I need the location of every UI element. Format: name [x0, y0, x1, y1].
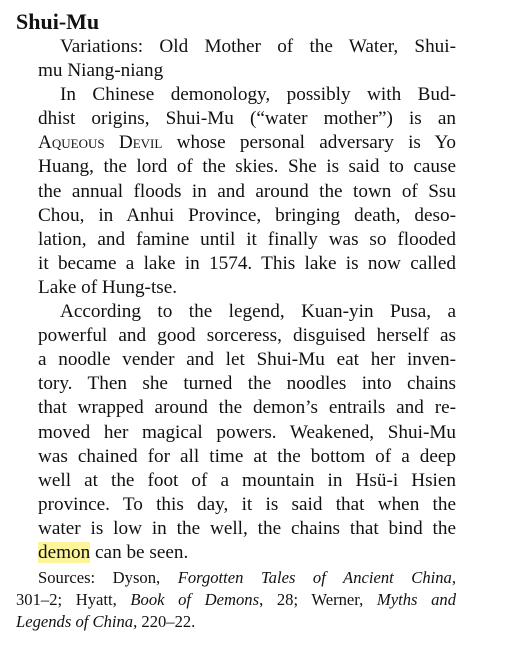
text-line: Chou, in Anhui Province, bringing death, deso- [38, 204, 456, 226]
text-line: well at the foot of a mountain in Hsü-i Hsien [38, 469, 456, 491]
text-line: In Chinese demonology, possibly with Bud- [60, 84, 456, 106]
text-fragment: , 28; Werner, [259, 590, 377, 610]
text-fragment: can be seen. [90, 541, 189, 563]
variations-line: mu Niang-niang [38, 60, 164, 82]
variations-line: Variations: Old Mother of the Water, Shui- [60, 36, 456, 57]
highlighted-word[interactable]: demon [38, 541, 91, 563]
body-paragraph-1 [16, 83, 456, 300]
text-line: the annual floods in and around the town of Ssu [38, 180, 456, 202]
text-line [16, 541, 456, 565]
sources-line [16, 567, 456, 589]
variations-paragraph [16, 35, 456, 83]
text-line: Huang, the lord of the skies. She is said to cause [38, 156, 456, 178]
text-line: water is low in the well, the chains that bind the [38, 517, 456, 539]
cross-reference-aqueous-devil: Aqueous Devil [38, 132, 163, 154]
source-title: Legends of China [16, 612, 134, 632]
sources-line [16, 589, 456, 611]
text-line: dhist origins, Shui-Mu (“water mother”) is an [38, 108, 456, 130]
source-title: Book of Demons [130, 590, 260, 610]
text-line: powerful and good sorceress, disguised herself as [38, 325, 456, 347]
sources-paragraph [16, 567, 456, 633]
source-title: Myths and [376, 590, 457, 610]
text-line: a noodle vender and let Shui-Mu eat her inven- [38, 349, 456, 371]
text-fragment: whose personal adversary is Yo [162, 132, 456, 154]
source-title: Forgotten Tales of Ancient China [177, 568, 452, 588]
text-line: was chained for all time at the bottom of a deep [38, 445, 456, 467]
text-fragment: , [451, 568, 456, 588]
text-line [16, 131, 456, 155]
text-line: that wrapped around the demon’s entrails and re- [38, 397, 456, 419]
document-page [16, 9, 456, 633]
text-line: tory. Then she turned the noodles into chains [38, 373, 456, 395]
text-line: lation, and famine until it finally was so flooded [38, 228, 456, 250]
sources-line [16, 611, 456, 633]
text-fragment: Sources: Dyson, [38, 568, 178, 588]
text-line: According to the legend, Kuan-yin Pusa, a [60, 301, 456, 323]
text-line: it became a lake in 1574. This lake is now called [38, 252, 456, 274]
text-line: moved her magical powers. Weakened, Shui-Mu [38, 421, 456, 443]
text-line: province. To this day, it is said that when the [38, 493, 456, 515]
text-line: Lake of Hung-tse. [38, 276, 178, 298]
body-paragraph-2 [16, 300, 456, 565]
text-fragment: , 220–22. [133, 612, 196, 632]
entry-title: Shui-Mu [16, 9, 100, 34]
text-fragment: 301–2; Hyatt, [16, 590, 131, 610]
